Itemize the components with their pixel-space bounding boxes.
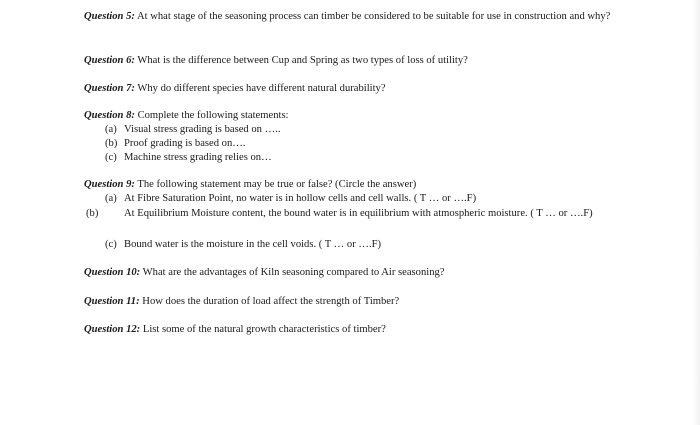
question-6-text: What is the difference between Cup and Spring as two types of loss of utility? <box>134 55 468 66</box>
question-7-label: Question 7: <box>84 83 135 94</box>
item-text: Proof grading is based on…. <box>124 138 246 149</box>
question-10 <box>84 266 614 279</box>
question-10-label: Question 10: <box>84 267 141 278</box>
question-9-item-c <box>105 238 381 251</box>
question-10-text: What are the advantages of Kiln seasoning compared to Air seasoning? <box>140 267 445 278</box>
question-5 <box>84 10 614 23</box>
question-6 <box>84 54 614 67</box>
question-8-item-c <box>105 151 272 164</box>
question-9-item-a <box>105 192 614 205</box>
item-marker: (b) <box>86 208 99 219</box>
question-12-text: List some of the natural growth characteristics of timber? <box>140 324 386 335</box>
item-marker: (c) <box>105 239 117 250</box>
question-9-item-b <box>86 207 614 220</box>
question-6-label: Question 6: <box>84 55 135 66</box>
item-text: At Equilibrium Moisture content, the bound water is in equilibrium with atmospheric moisture. ( T … or ….F) <box>124 208 593 219</box>
item-text: Machine stress grading relies on… <box>124 152 272 163</box>
item-marker: (b) <box>105 138 118 149</box>
question-5-text: At what stage of the seasoning process can timber be considered to be suitable for use in construction and why? <box>134 11 611 22</box>
item-marker: (a) <box>105 193 117 204</box>
question-12-label: Question 12: <box>84 324 141 335</box>
question-8-label: Question 8: <box>84 110 135 121</box>
item-text: Bound water is the moisture in the cell voids. ( T … or ….F) <box>124 239 382 250</box>
question-8-item-a <box>105 123 281 136</box>
item-text: Visual stress grading is based on ….. <box>124 124 281 135</box>
question-8-text: Complete the following statements: <box>134 110 289 121</box>
question-9-text: The following statement may be true or false? (Circle the answer) <box>134 179 417 190</box>
item-marker: (a) <box>105 124 117 135</box>
question-12 <box>84 323 614 336</box>
item-text: At Fibre Saturation Point, no water is in hollow cells and cell walls. ( T … or ….F) <box>124 193 477 204</box>
question-9-label: Question 9: <box>84 179 135 190</box>
question-11-label: Question 11: <box>84 296 140 307</box>
question-8 <box>84 109 614 122</box>
question-11 <box>84 295 614 308</box>
question-8-item-b <box>105 137 246 150</box>
question-7 <box>84 82 614 95</box>
page-edge-shadow <box>692 0 700 425</box>
question-9 <box>84 178 614 191</box>
question-5-label: Question 5: <box>84 11 135 22</box>
question-11-text: How does the duration of load affect the strength of Timber? <box>139 296 400 307</box>
question-7-text: Why do different species have different natural durability? <box>134 83 386 94</box>
item-marker: (c) <box>105 152 117 163</box>
